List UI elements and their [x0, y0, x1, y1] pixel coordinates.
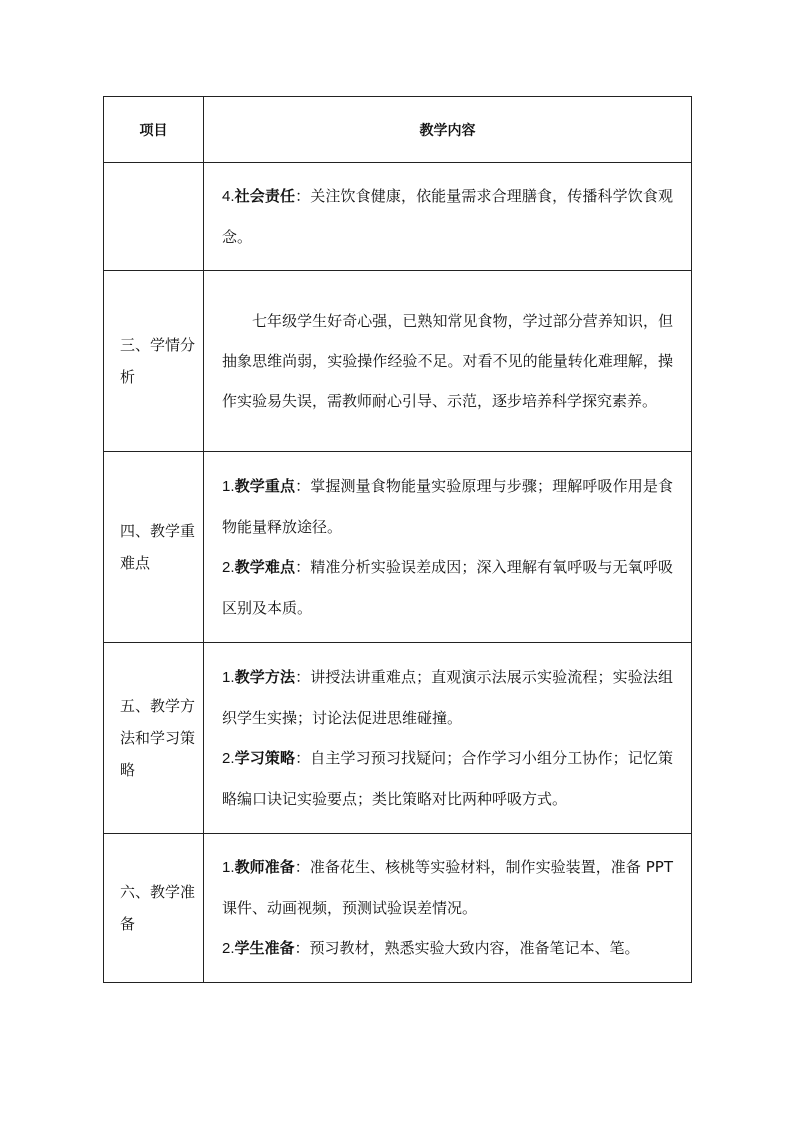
para-number: 2.	[222, 750, 235, 767]
para-text: 掌握测量食物能量实验原理与步骤；理解呼吸作用是食物能量释放途径。	[222, 477, 673, 536]
para-text: 自主学习预习找疑问；合作学习小组分工协作；记忆策略编口诀记实验要点；类比策略对比两种呼吸方式。	[222, 749, 673, 808]
content-paragraph	[222, 738, 673, 819]
content-paragraph	[222, 657, 673, 738]
para-text: 精准分析实验误差成因；深入理解有氧呼吸与无氧呼吸区别及本质。	[222, 558, 673, 617]
row-item-label: 五、教学方法和学习策略	[104, 643, 204, 834]
row-item-label: 六、教学准备	[104, 834, 204, 983]
para-keyword: 学生准备	[234, 939, 295, 957]
row-content	[204, 452, 692, 643]
table-row	[104, 452, 692, 643]
para-keyword: 教学重点	[234, 477, 296, 495]
para-text: 讲授法讲重难点；直观演示法展示实验流程；实验法组织学生实操；讨论法促进思维碰撞。	[222, 668, 673, 727]
para-number: 1.	[222, 669, 235, 686]
para-separator: ：	[295, 477, 311, 495]
para-number: 2.	[222, 940, 235, 957]
para-number: 4.	[222, 188, 235, 205]
para-text: 准备花生、核桃等实验材料，制作实验装置，准备 PPT 课件、动画视频，预测试验误差情况。	[222, 858, 673, 917]
para-number: 2.	[222, 559, 235, 576]
content-paragraph	[222, 176, 673, 257]
para-number: 1.	[222, 859, 235, 876]
row-content	[204, 834, 692, 983]
para-separator: ：	[295, 749, 311, 767]
table-row	[104, 163, 692, 271]
para-separator: ：	[295, 668, 311, 686]
para-text: 七年级学生好奇心强，已熟知常见食物，学过部分营养知识，但抽象思维尚弱，实验操作经验不足。对看不见的能量转化难理解，操作实验易失误，需教师耐心引导、示范，逐步培养科学探究素养。	[222, 312, 673, 410]
row-item-label: 三、学情分析	[104, 271, 204, 452]
table-row	[104, 643, 692, 834]
para-separator: ：	[294, 858, 310, 876]
row-content	[204, 271, 692, 452]
content-paragraph	[222, 301, 673, 421]
row-item-label	[104, 163, 204, 271]
table-header-row	[104, 97, 692, 163]
para-number: 1.	[222, 478, 235, 495]
para-separator: ：	[294, 939, 310, 957]
header-content: 教学内容	[204, 97, 692, 163]
table-row	[104, 271, 692, 452]
row-content	[204, 163, 692, 271]
row-item-label: 四、教学重难点	[104, 452, 204, 643]
para-keyword: 教学方法	[234, 668, 296, 686]
para-separator: ：	[295, 558, 311, 576]
para-text: 预习教材，熟悉实验大致内容，准备笔记本、笔。	[309, 939, 640, 957]
table-row	[104, 834, 692, 983]
lesson-plan-table	[103, 96, 692, 983]
content-paragraph	[222, 466, 673, 547]
row-content	[204, 643, 692, 834]
para-separator: ：	[295, 187, 311, 205]
content-paragraph	[222, 847, 673, 928]
para-keyword: 社会责任	[234, 187, 296, 205]
para-keyword: 教学难点	[234, 558, 296, 576]
para-keyword: 教师准备	[234, 858, 295, 876]
content-paragraph	[222, 928, 673, 969]
content-paragraph	[222, 547, 673, 628]
header-item: 项目	[104, 97, 204, 163]
para-text: 关注饮食健康，依能量需求合理膳食，传播科学饮食观念。	[222, 187, 673, 246]
para-keyword: 学习策略	[234, 749, 296, 767]
